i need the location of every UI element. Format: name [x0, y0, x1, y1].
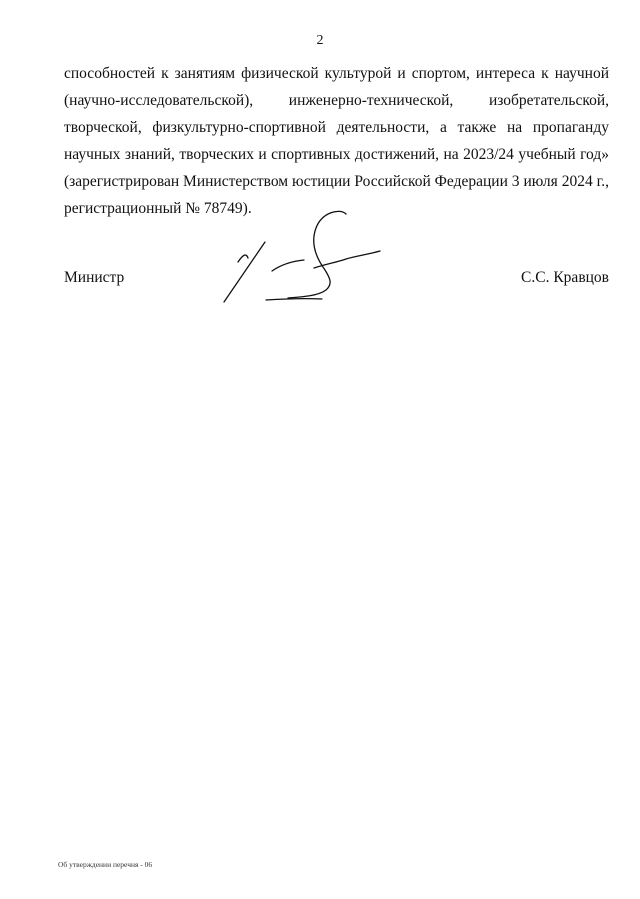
page-number: 2: [316, 33, 324, 48]
body-line-6: регистрационный № 78749).: [64, 200, 252, 217]
signatory-name: С.С. Кравцов: [521, 269, 609, 286]
body-line-5: (зарегистрирован Министерством юстиции Российской Федерации 3 июля 2024 г.,: [64, 173, 609, 190]
footer-note: Об утверждении перечня - 06: [58, 860, 153, 869]
body-line-3: творческой, физкультурно-спортивной деятельности, а также на пропаганду: [64, 119, 609, 136]
handwritten-signature: [222, 206, 387, 311]
body-line-2: (научно-исследовательской), инженерно-технической, изобретательской,: [64, 92, 609, 109]
body-line-4: научных знаний, творческих и спортивных достижений, на 2023/24 учебный год»: [64, 146, 609, 163]
position-title: Министр: [64, 269, 125, 286]
document-body: [64, 60, 609, 222]
body-line-1: способностей к занятиям физической культурой и спортом, интереса к научной: [64, 65, 609, 82]
